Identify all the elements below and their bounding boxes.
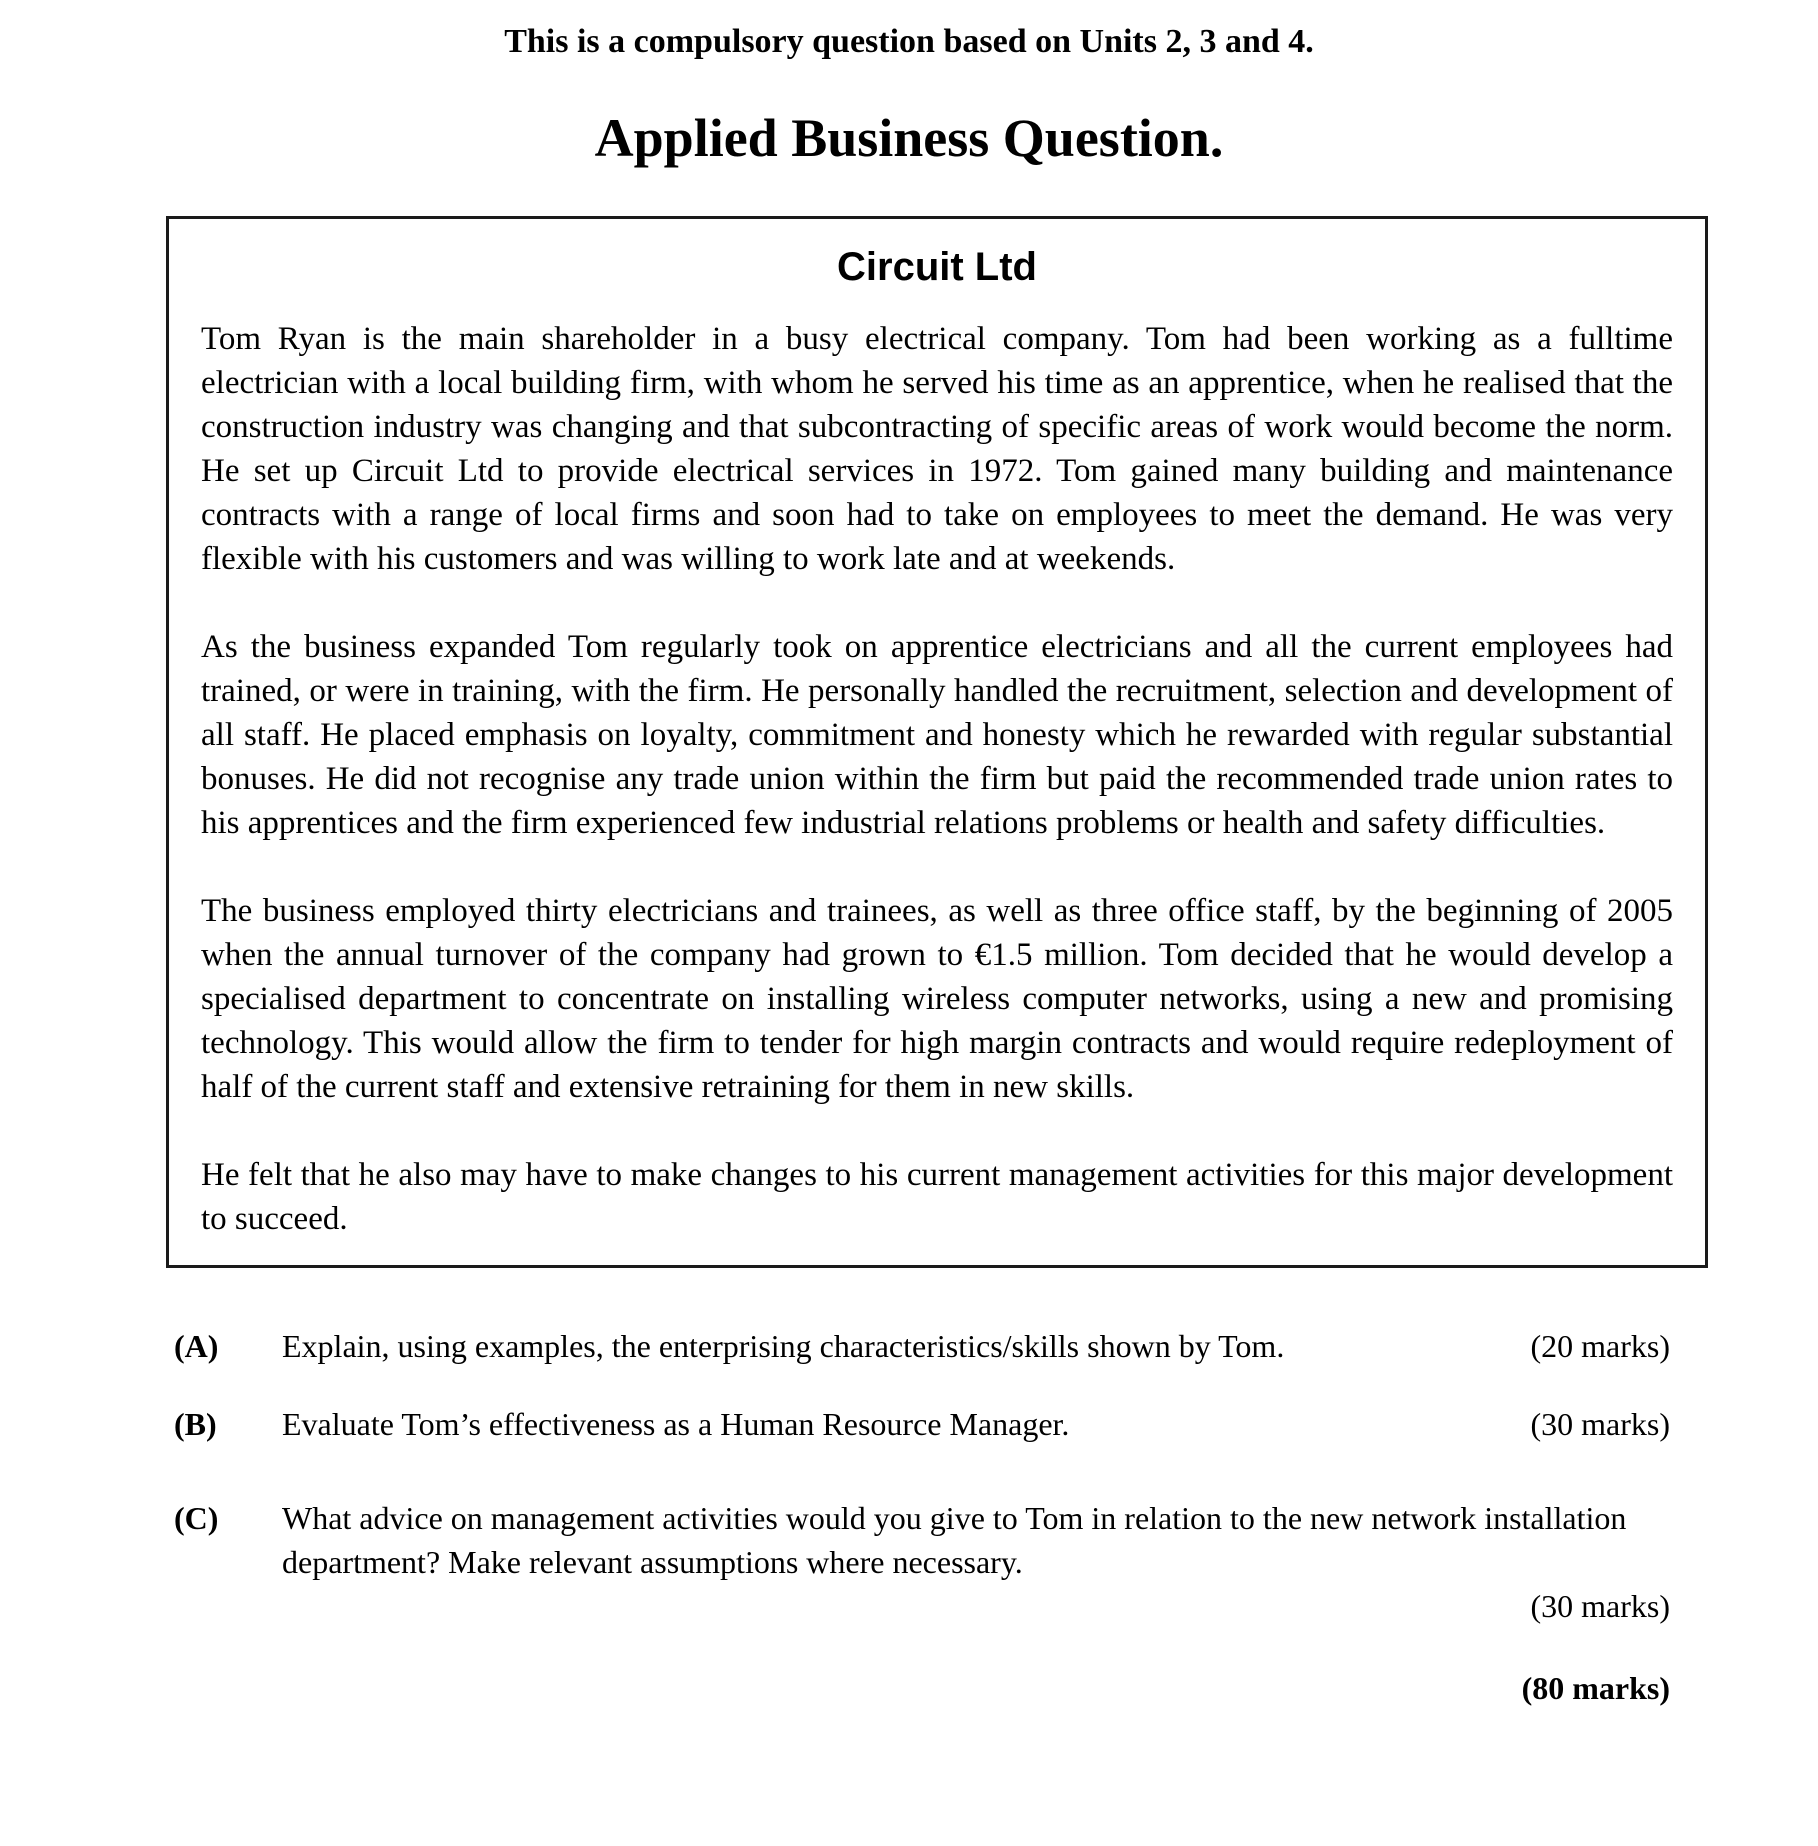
case-study-paragraph-2: As the business expanded Tom regularly took on apprentice electricians and all the current employees had trained, or were in training, with the firm. He personally handled the recruitment, selection and development of all staff. He placed emphasis on loyalty, commitment and honesty which he rewarded with regular substantial bonuses. He did not recognise any trade union within the firm but paid the recommended trade union rates to his apprentices and the firm experienced few industrial relations problems or health and safety difficulties. [201, 629, 1673, 841]
compulsory-notice: This is a compulsory question based on Units 2, 3 and 4. [504, 23, 1314, 60]
question-a-marks: (20 marks) [1530, 1328, 1670, 1364]
question-c-text: What advice on management activities would you give to Tom in relation to the new network installation department? Make relevant assumptions where necessary. [282, 1500, 1627, 1580]
case-study-paragraph-3: The business employed thirty electricians and trainees, as well as three office staff, by the beginning of 2005 when the annual turnover of the company had grown to €1.5 million. Tom decided that he would develop a specialised department to concentrate on installing wireless computer networks, using a new and promising technology. This would allow the firm to tender for high margin contracts and would require redeployment of half of the current staff and extensive retraining for them in new skills. [201, 893, 1673, 1105]
question-b [174, 1402, 1670, 1446]
case-study-paragraph-4: He felt that he also may have to make changes to his current management activities for this major development to succeed. [201, 1157, 1673, 1237]
case-study-paragraph-1: Tom Ryan is the main shareholder in a busy electrical company. Tom had been working as a fulltime electrician with a local building firm, with whom he served his time as an apprentice, when he realised that the construction industry was changing and that subcontracting of specific areas of work would become the norm. He set up Circuit Ltd to provide electrical services in 1972. Tom gained many building and maintenance contracts with a range of local firms and soon had to take on employees to meet the demand. He was very flexible with his customers and was willing to work late and at weekends. [201, 321, 1673, 577]
page-title: Applied Business Question. [594, 108, 1224, 168]
case-study-box [166, 216, 1708, 1268]
question-a [174, 1324, 1670, 1368]
total-marks: (80 marks) [1521, 1670, 1670, 1706]
question-b-text: Evaluate Tom’s effectiveness as a Human Resource Manager. [282, 1406, 1070, 1442]
question-b-label: (B) [174, 1406, 217, 1442]
question-b-marks: (30 marks) [1530, 1406, 1670, 1442]
question-a-label: (A) [174, 1328, 219, 1364]
case-study-title: Circuit Ltd [837, 245, 1037, 289]
questions-section [174, 1324, 1670, 1740]
question-c-label: (C) [174, 1500, 219, 1536]
question-c [174, 1496, 1670, 1584]
question-c-marks: (30 marks) [1530, 1588, 1670, 1624]
question-a-text: Explain, using examples, the enterprising characteristics/skills shown by Tom. [282, 1328, 1285, 1364]
